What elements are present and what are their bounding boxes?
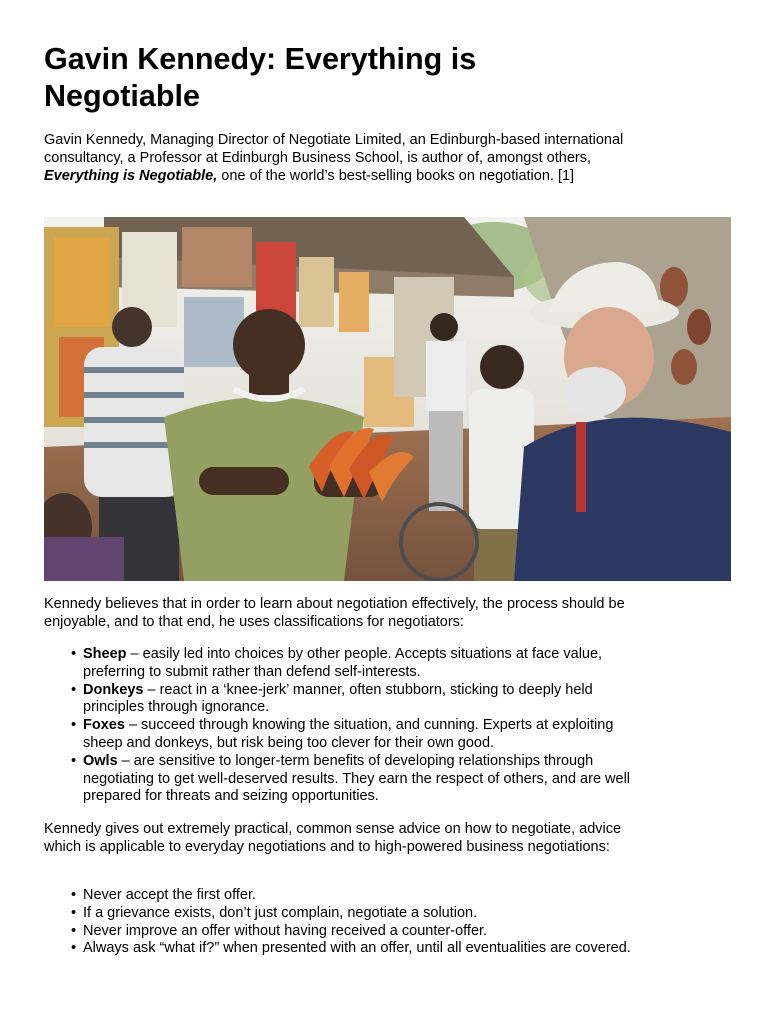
tip-text: If a grievance exists, don’t just complain, negotiate a solution.: [83, 904, 478, 921]
type-description: – react in a ‘knee-jerk’ manner, often stubborn, sticking to deeply held principles through ignorance.: [83, 681, 593, 716]
bullet-glyph: •: [71, 752, 77, 769]
bullet-glyph: •: [71, 940, 77, 957]
type-name: Sheep: [83, 646, 127, 662]
list-item-foxes: [44, 717, 644, 753]
list-item-tip: [44, 923, 644, 941]
bullet-glyph: •: [71, 922, 77, 939]
bullet-glyph: •: [71, 646, 77, 662]
advice-paragraph: Kennedy gives out extremely practical, common sense advice on how to negotiate, advice which is applicable to everyday negotiations and to high-powered business negotiations:: [44, 821, 622, 855]
bullet-glyph: •: [71, 717, 77, 734]
type-name: Owls: [83, 752, 118, 769]
tip-text: Always ask “what if?” when presented with an offer, until all eventualities are covered.: [83, 940, 631, 957]
list-item-tip: [44, 940, 644, 958]
bullet-glyph: •: [71, 887, 77, 903]
market-photo-illustration: [44, 217, 731, 581]
tip-text: Never improve an offer without having received a counter-offer.: [83, 922, 488, 939]
bullet-glyph: •: [71, 904, 77, 921]
type-description: – succeed through knowing the situation, and cunning. Experts at exploiting sheep and donkeys, but risk being too clever for their own good.: [83, 717, 614, 751]
intro-paragraph: [44, 132, 644, 185]
type-description: – easily led into choices by other people. Accepts situations at face value, preferring to submit rather than defend self-interests.: [83, 646, 603, 680]
tips-list: [44, 887, 644, 958]
tip-text: Never accept the first offer.: [83, 887, 257, 903]
type-name: Foxes: [83, 717, 125, 734]
intro-text-end: one of the world’s best-selling books on negotiation. [1]: [217, 167, 575, 184]
list-item-owls: [44, 753, 644, 806]
bullet-glyph: •: [71, 681, 77, 698]
negotiator-types-list: [44, 646, 644, 806]
article-title: Gavin Kennedy: Everything is Negotiable: [44, 42, 477, 113]
list-item-sheep: [44, 646, 644, 682]
book-title: Everything is Negotiable,: [44, 167, 218, 184]
list-item-donkeys: [44, 682, 644, 718]
type-name: Donkeys: [83, 681, 144, 698]
market-photo: [44, 217, 731, 581]
list-item-tip: [44, 905, 644, 923]
list-item-tip: [44, 887, 644, 905]
intro-text-start: Gavin Kennedy, Managing Director of Negotiate Limited, an Edinburgh-based international consultancy, a Professor at Edinburgh Business School, is author of, amongst others,: [44, 132, 624, 166]
believes-paragraph: Kennedy believes that in order to learn about negotiation effectively, the process should be enjoyable, and to that end, he uses classifications for negotiators:: [44, 596, 625, 630]
type-description: – are sensitive to longer-term benefits of developing relationships through negotiating to get well-deserved results. They earn the respect of others, and are well prepared for threats and seizing opportunities.: [83, 752, 631, 805]
